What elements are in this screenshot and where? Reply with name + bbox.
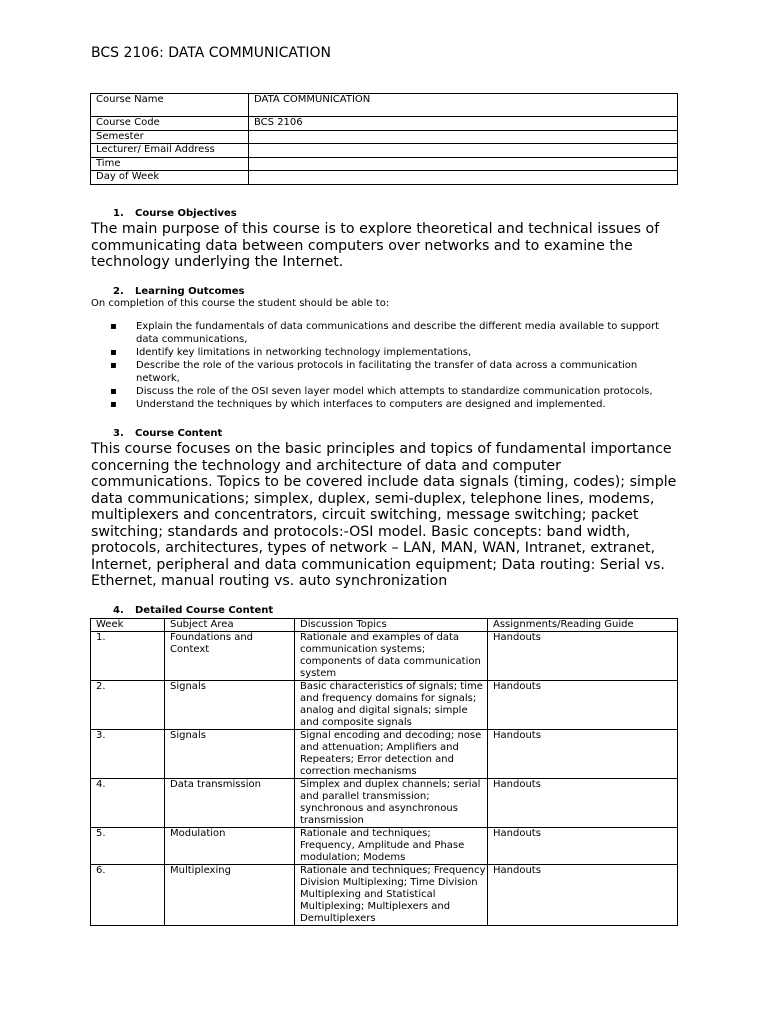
course-content-text: This course focuses on the basic principles and topics of fundamental importance concerning the technology and architecture of data and computer communications. Topics to be covered include data signals (timing, codes); simple data communications; simplex, duplex, semi-duplex, telephone lines, modems, multiplexers and concentrators, circuit switching, message switching; packet switching; standards and protocols:-OSI model. Basic concepts: band width, protocols, architectures, types of network – LAN, MAN, WAN, Intranet, extranet, Internet, peripheral and data communication equipment; Data routing: Serial vs. Ethernet, manual routing vs. auto synchronization: [91, 441, 677, 589]
week-cell: 4.: [91, 779, 165, 828]
detailed-course-table: [90, 618, 678, 926]
info-label: Time: [91, 157, 249, 171]
info-label: Course Name: [91, 94, 249, 117]
section-number: 1.: [113, 208, 124, 219]
section-title: Course Objectives: [135, 208, 237, 219]
table-row: [91, 94, 678, 117]
table-row: [91, 171, 678, 185]
section-title: Detailed Course Content: [135, 605, 274, 616]
section-heading-content: [113, 428, 222, 439]
table-row: [91, 632, 678, 681]
document-title: BCS 2106: DATA COMMUNICATION: [91, 45, 332, 61]
table-row: [91, 157, 678, 171]
subject-cell: Foundations and Context: [165, 632, 295, 681]
column-header: Assignments/Reading Guide: [488, 619, 678, 632]
table-row: [91, 828, 678, 865]
info-label: Semester: [91, 130, 249, 144]
info-value: DATA COMMUNICATION: [249, 94, 678, 117]
week-cell: 2.: [91, 681, 165, 730]
assignment-cell: Handouts: [488, 865, 678, 926]
table-row: [91, 730, 678, 779]
course-info-table: [90, 93, 678, 185]
section-title: Course Content: [135, 428, 223, 439]
subject-cell: Data transmission: [165, 779, 295, 828]
info-label: Lecturer/ Email Address: [91, 144, 249, 158]
info-value: [249, 130, 678, 144]
list-item: ▪ Understand the techniques by which interfaces to computers are designed and implemented.: [110, 398, 670, 411]
table-row: [91, 779, 678, 828]
table-row: [91, 681, 678, 730]
table-row: [91, 865, 678, 926]
outcomes-intro: On completion of this course the student should be able to:: [91, 298, 390, 309]
assignment-cell: Handouts: [488, 730, 678, 779]
assignment-cell: Handouts: [488, 681, 678, 730]
subject-cell: Modulation: [165, 828, 295, 865]
column-header: Subject Area: [165, 619, 295, 632]
subject-cell: Signals: [165, 681, 295, 730]
topics-cell: Rationale and techniques; Frequency, Amplitude and Phase modulation; Modems: [295, 828, 488, 865]
list-item: ▪ Identify key limitations in networking technology implementations,: [110, 346, 670, 359]
section-number: 3.: [113, 428, 124, 439]
column-header: Discussion Topics: [295, 619, 488, 632]
info-value: [249, 157, 678, 171]
table-row: [91, 117, 678, 131]
list-item: ▪ Discuss the role of the OSI seven layer model which attempts to standardize communication protocols,: [110, 385, 670, 398]
column-header: Week: [91, 619, 165, 632]
info-value: [249, 171, 678, 185]
topics-cell: Simplex and duplex channels; serial and parallel transmission; synchronous and asynchronous transmission: [295, 779, 488, 828]
week-cell: 1.: [91, 632, 165, 681]
objectives-text: The main purpose of this course is to explore theoretical and technical issues of communicating data between computers over networks and to examine the technology underlying the Internet.: [91, 221, 660, 270]
section-heading-outcomes: [113, 286, 245, 297]
assignment-cell: Handouts: [488, 632, 678, 681]
section-title: Learning Outcomes: [135, 286, 245, 297]
topics-cell: Basic characteristics of signals; time and frequency domains for signals; analog and digital signals; simple and composite signals: [295, 681, 488, 730]
week-cell: 6.: [91, 865, 165, 926]
week-cell: 5.: [91, 828, 165, 865]
section-number: 2.: [113, 286, 124, 297]
week-cell: 3.: [91, 730, 165, 779]
section-heading-detailed: [113, 605, 273, 616]
topics-cell: Rationale and examples of data communication systems; components of data communication system: [295, 632, 488, 681]
info-label: Day of Week: [91, 171, 249, 185]
table-row: [91, 144, 678, 158]
assignment-cell: Handouts: [488, 779, 678, 828]
info-label: Course Code: [91, 117, 249, 131]
subject-cell: Signals: [165, 730, 295, 779]
assignment-cell: Handouts: [488, 828, 678, 865]
topics-cell: Rationale and techniques; Frequency Division Multiplexing; Time Division Multiplexing and Statistical Multiplexing; Multiplexers and Demultiplexers: [295, 865, 488, 926]
list-item: ▪ Explain the fundamentals of data communications and describe the different media available to support data communications,: [110, 320, 670, 346]
list-item: ▪ Describe the role of the various protocols in facilitating the transfer of data across a communication network,: [110, 359, 670, 385]
info-value: BCS 2106: [249, 117, 678, 131]
table-header-row: [91, 619, 678, 632]
section-number: 4.: [113, 605, 124, 616]
outcomes-list: [110, 320, 670, 411]
subject-cell: Multiplexing: [165, 865, 295, 926]
table-row: [91, 130, 678, 144]
topics-cell: Signal encoding and decoding; nose and attenuation; Amplifiers and Repeaters; Error detection and correction mechanisms: [295, 730, 488, 779]
section-heading-objectives: [113, 208, 237, 219]
info-value: [249, 144, 678, 158]
